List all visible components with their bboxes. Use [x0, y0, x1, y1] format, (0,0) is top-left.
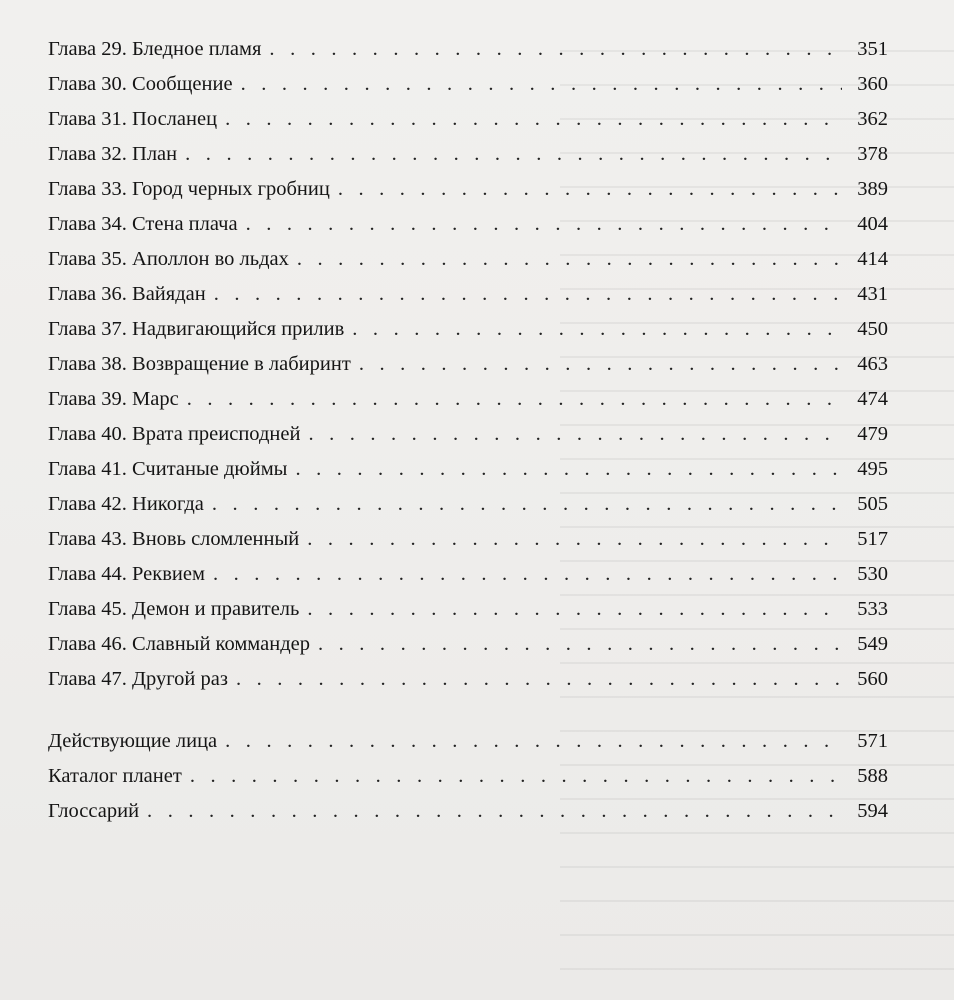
toc-row — [48, 172, 888, 206]
dot-leader — [307, 592, 842, 626]
dot-leader — [236, 662, 842, 696]
toc-row — [48, 557, 888, 591]
toc-appendix-row — [48, 759, 888, 793]
toc-row — [48, 347, 888, 381]
toc-entry-title: Глава 33. Город черных гробниц — [48, 178, 330, 200]
toc-row — [48, 67, 888, 101]
dot-leader — [338, 172, 842, 206]
toc-entry-page: 362 — [857, 108, 888, 130]
toc-entry-title: Глава 29. Бледное пламя — [48, 38, 262, 60]
dot-leader — [307, 522, 842, 556]
toc-entry-page: 549 — [857, 633, 888, 655]
toc-entry-page: 378 — [857, 143, 888, 165]
toc-row — [48, 382, 888, 416]
toc-entry-page: 495 — [857, 458, 888, 480]
toc-entry-title: Глава 42. Никогда — [48, 493, 204, 515]
toc-entry-page: 404 — [857, 213, 888, 235]
toc-row — [48, 592, 888, 626]
toc-appendix-row — [48, 794, 888, 828]
toc-entry-page: 530 — [857, 563, 888, 585]
toc-row — [48, 312, 888, 346]
dot-leader — [212, 487, 842, 521]
dot-leader — [308, 417, 842, 451]
toc-row — [48, 627, 888, 661]
toc-entry-page: 389 — [857, 178, 888, 200]
toc-entry-page: 479 — [857, 423, 888, 445]
dot-leader — [269, 32, 842, 66]
toc-entry-title: Глава 30. Сообщение — [48, 73, 233, 95]
dot-leader — [246, 207, 842, 241]
toc-row — [48, 452, 888, 486]
toc-appendix-row — [48, 724, 888, 758]
dot-leader — [297, 242, 842, 276]
dot-leader — [187, 382, 842, 416]
toc-row — [48, 277, 888, 311]
toc-entry-page: 414 — [857, 248, 888, 270]
toc-entry-page: 450 — [857, 318, 888, 340]
toc-entry-title: Действующие лица — [48, 730, 218, 752]
toc-entry-title: Глоссарий — [48, 800, 140, 822]
toc-row — [48, 662, 888, 696]
toc-entry-page: 474 — [857, 388, 888, 410]
toc-row — [48, 32, 888, 66]
toc-entry-page: 431 — [857, 283, 888, 305]
toc-entry-title: Глава 40. Врата преисподней — [48, 423, 301, 445]
toc-entry-title: Глава 32. План — [48, 143, 178, 165]
dot-leader — [352, 312, 842, 346]
toc-entry-title: Глава 47. Другой раз — [48, 668, 228, 690]
toc-entry-page: 351 — [857, 38, 888, 60]
toc-entry-title: Глава 46. Славный коммандер — [48, 633, 310, 655]
toc-row — [48, 522, 888, 556]
toc-entry-title: Глава 45. Демон и правитель — [48, 598, 300, 620]
toc-row — [48, 102, 888, 136]
dot-leader — [213, 557, 842, 591]
toc-entry-title: Глава 34. Стена плача — [48, 213, 238, 235]
dot-leader — [318, 627, 842, 661]
dot-leader — [241, 67, 842, 101]
toc-entry-title: Глава 43. Вновь сломленный — [48, 528, 300, 550]
toc-entry-title: Глава 37. Надвигающийся прилив — [48, 318, 345, 340]
toc-entry-page: 360 — [857, 73, 888, 95]
toc-entry-title: Глава 38. Возвращение в лабиринт — [48, 353, 351, 375]
toc-row — [48, 487, 888, 521]
toc-entry-title: Глава 36. Вайядан — [48, 283, 206, 305]
toc-entry-page: 571 — [857, 730, 888, 752]
toc-row — [48, 137, 888, 171]
toc-entry-page: 505 — [857, 493, 888, 515]
toc-entry-title: Каталог планет — [48, 765, 182, 787]
toc-row — [48, 207, 888, 241]
toc-entry-title: Глава 39. Марс — [48, 388, 179, 410]
toc-entry-page: 463 — [857, 353, 888, 375]
dot-leader — [359, 347, 842, 381]
dot-leader — [295, 452, 842, 486]
dot-leader — [225, 102, 842, 136]
toc-row — [48, 417, 888, 451]
toc-entry-title: Глава 35. Аполлон во льдах — [48, 248, 289, 270]
toc-row — [48, 242, 888, 276]
dot-leader — [190, 759, 842, 793]
toc-entry-title: Глава 41. Считаные дюймы — [48, 458, 288, 480]
toc-entry-page: 517 — [857, 528, 888, 550]
toc-entry-page: 594 — [857, 800, 888, 822]
toc-entry-page: 560 — [857, 668, 888, 690]
toc-entry-title: Глава 31. Посланец — [48, 108, 218, 130]
toc-entry-page: 533 — [857, 598, 888, 620]
dot-leader — [214, 277, 842, 311]
toc-entry-title: Глава 44. Реквием — [48, 563, 205, 585]
dot-leader — [225, 724, 842, 758]
dot-leader — [185, 137, 842, 171]
toc-entry-page: 588 — [857, 765, 888, 787]
dot-leader — [147, 794, 842, 828]
